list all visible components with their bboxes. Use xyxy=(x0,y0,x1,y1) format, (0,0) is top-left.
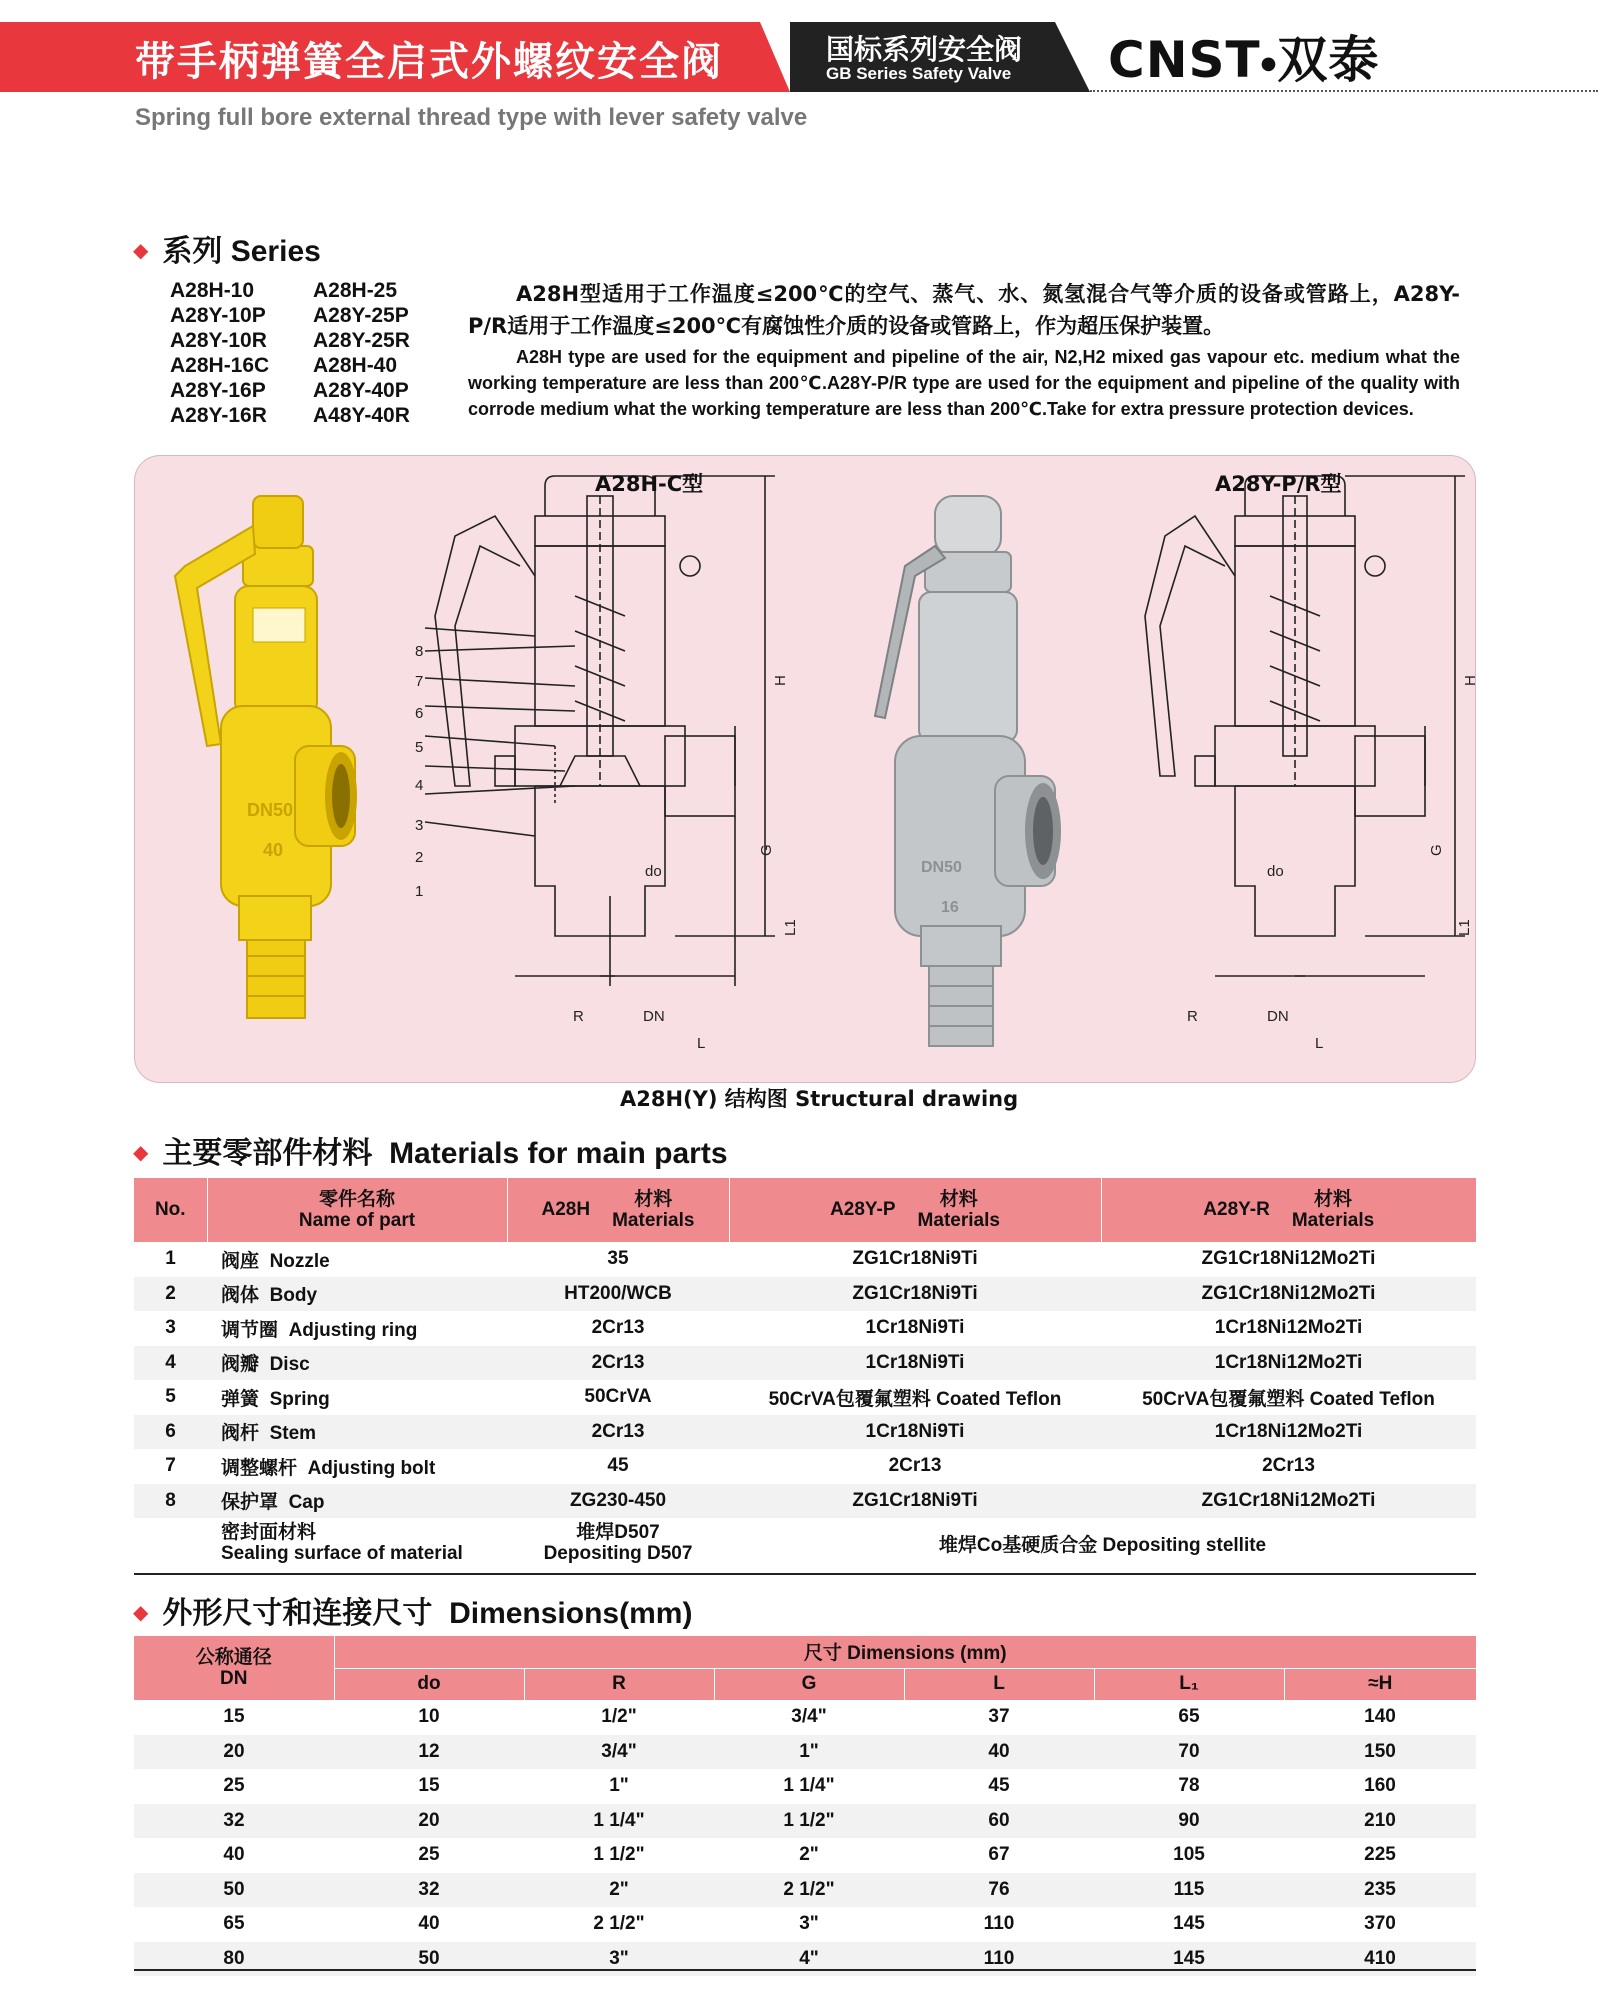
part-number-2: 2 xyxy=(415,849,424,866)
table-row: 8 保护罩 Cap ZG230-450 ZG1Cr18Ni9Ti ZG1Cr18Ni12Mo2Ti xyxy=(134,1484,1476,1519)
dim-label-h: H xyxy=(1462,675,1479,686)
dim-label-h: H xyxy=(772,675,789,686)
dim-label-dn: DN xyxy=(643,1008,665,1025)
series-description xyxy=(468,278,1460,422)
part-number-8: 8 xyxy=(415,643,424,660)
part-number-1: 1 xyxy=(415,883,424,900)
series-model: A28Y-10R xyxy=(170,329,267,352)
series-model: A28Y-10P xyxy=(170,304,266,327)
drawing-a28y-pr xyxy=(1145,476,1465,976)
col-group-dimensions: 尺寸 Dimensions (mm) xyxy=(334,1636,1476,1668)
series-description-en: A28H type are used for the equipment and pipeline of the air, N2,H2 mixed gas vapour etc. medium what the working temperature are less than 200℃.A28Y-P/R type are used for the equipment and pipeline of the quality with corrode medium what the working temperature are less than 200℃.Take for extra pressure protection devices. xyxy=(468,347,1460,419)
dim-label-l1: L1 xyxy=(1456,919,1473,936)
col-g: G xyxy=(714,1668,904,1700)
yellow-valve-photo xyxy=(175,496,357,1018)
series-description-zh: A28H型适用于工作温度≤200℃的空气、蒸气、水、氮氢混合气等介质的设备或管路上，A28Y-P/R适用于工作温度≤200℃有腐蚀性介质的设备或管路上，作为超压保护装置。 xyxy=(468,282,1460,338)
col-a28y-r-materials: A28Y-R 材料 Materials xyxy=(1101,1178,1476,1242)
series-model: A28Y-16P xyxy=(170,379,266,402)
drawing-a28h-c-labels xyxy=(415,643,799,1052)
materials-table xyxy=(134,1178,1476,1568)
dimensions-table-bottom-rule xyxy=(134,1969,1476,1971)
figure-caption: A28H(Y) 结构图 Structural drawing xyxy=(620,1087,1019,1111)
diamond-bullet-icon: ◆ xyxy=(133,1602,149,1624)
dim-label-g: G xyxy=(1428,844,1445,856)
series-model: A28Y-25P xyxy=(313,304,409,327)
yellow-body-mark-pn: 40 xyxy=(263,840,284,860)
drawing-a28h-c xyxy=(425,476,775,986)
drawing-a28y-pr-labels xyxy=(1187,675,1479,1052)
dim-label-l1: L1 xyxy=(782,919,799,936)
diamond-bullet-icon: ◆ xyxy=(133,1142,149,1164)
materials-header-row xyxy=(134,1178,1476,1242)
materials-table-bottom-rule xyxy=(134,1573,1476,1575)
table-row: 1 阀座 Nozzle 35 ZG1Cr18Ni9Ti ZG1Cr18Ni12Mo2Ti xyxy=(165,1248,1376,1272)
col-dn: 公称通径 DN xyxy=(134,1636,334,1700)
dim-label-l: L xyxy=(1315,1035,1324,1052)
series-model: A28H-40 xyxy=(313,354,398,377)
dim-label-dn: DN xyxy=(1267,1008,1289,1025)
table-row: 4 阀瓣 Disc 2Cr13 1Cr18Ni9Ti 1Cr18Ni12Mo2Ti xyxy=(134,1346,1476,1381)
part-number-6: 6 xyxy=(415,705,424,722)
series-model-list xyxy=(170,278,456,428)
col-l1: L₁ xyxy=(1094,1668,1284,1700)
dimensions-header-row xyxy=(134,1636,1476,1668)
badge-title-zh: 国标系列安全阀 xyxy=(826,33,1023,66)
table-row: 6 阀杆 Stem 2Cr13 1Cr18Ni9Ti 1Cr18Ni12Mo2Ti xyxy=(134,1415,1476,1450)
dim-label-r: R xyxy=(573,1008,584,1025)
diamond-bullet-icon: ◆ xyxy=(133,240,149,262)
steel-body-mark-pn: 16 xyxy=(941,899,959,916)
dim-label-do: do xyxy=(645,863,662,880)
part-number-5: 5 xyxy=(415,739,424,756)
table-row: 7 调整螺杆 Adjusting bolt 45 2Cr13 2Cr13 xyxy=(165,1455,1315,1479)
table-row: 2 阀体 Body HT200/WCB ZG1Cr18Ni9Ti ZG1Cr18Ni12Mo2Ti xyxy=(134,1277,1476,1312)
brand-name-en: CNST xyxy=(1108,31,1261,89)
dim-label-do: do xyxy=(1267,863,1284,880)
col-a28y-p-materials: A28Y-P 材料 Materials xyxy=(729,1178,1101,1242)
table-row: 3 调节圈 Adjusting ring 2Cr13 1Cr18Ni9Ti 1Cr18Ni12Mo2Ti xyxy=(165,1317,1363,1341)
series-model: A28Y-16R xyxy=(170,404,267,427)
dimensions-table xyxy=(134,1636,1476,1976)
steel-body-mark-dn: DN50 xyxy=(921,859,962,876)
part-number-3: 3 xyxy=(415,817,424,834)
structural-figure-panel xyxy=(134,455,1479,1083)
table-row-sealing: 密封面材料 Sealing surface of material 堆焊D507 Depositing D507 堆焊Co基硬质合金 Depositing stellite xyxy=(221,1522,1267,1564)
figure-label-a28y-pr: A28Y-P/R型 xyxy=(1215,472,1342,496)
dim-label-g: G xyxy=(758,844,775,856)
dimensions-subheader-row xyxy=(134,1668,1476,1700)
table-row: 32 20 1 1/4" 1 1/2" 60 90 210 xyxy=(134,1804,1476,1839)
dim-label-r: R xyxy=(1187,1008,1198,1025)
section-materials-heading: ◆ 主要零部件材料 Materials for main parts xyxy=(133,1137,728,1170)
table-row: 65 40 2 1/2" 3" 110 145 370 xyxy=(223,1913,1396,1935)
dim-label-l: L xyxy=(697,1035,706,1052)
part-number-4: 4 xyxy=(415,777,424,794)
col-no: No. xyxy=(134,1178,207,1242)
page-title: 带手柄弹簧全启式外螺纹安全阀 xyxy=(135,39,723,85)
col-h: ≈H xyxy=(1284,1668,1476,1700)
series-model: A28Y-25R xyxy=(313,329,410,352)
col-do: do xyxy=(334,1668,524,1700)
brand-logo xyxy=(1108,20,1379,92)
badge-title-en: GB Series Safety Valve xyxy=(826,64,1012,83)
table-row: 50 32 2" 2 1/2" 76 115 235 xyxy=(134,1873,1476,1908)
table-row: 40 25 1 1/2" 2" 67 105 225 xyxy=(223,1844,1396,1866)
steel-valve-photo xyxy=(875,496,1061,1046)
structural-drawings xyxy=(135,456,1477,1084)
series-model: A48Y-40R xyxy=(313,404,410,427)
registered-mark-icon: ● xyxy=(1260,53,1278,74)
col-r: R xyxy=(524,1668,714,1700)
table-row: 5 弹簧 Spring 50CrVA 50CrVA包覆氟塑料 Coated Teflon 50CrVA包覆氟塑料 Coated Teflon xyxy=(165,1386,1435,1410)
header-dotted-rule xyxy=(1090,90,1598,92)
brand-name-zh: 双泰 xyxy=(1277,31,1380,89)
col-name-of-part: 零件名称 Name of part xyxy=(207,1178,507,1242)
page-subtitle: Spring full bore external thread type with lever safety valve xyxy=(135,104,808,131)
table-row: 20 12 3/4" 1" 40 70 150 xyxy=(134,1735,1476,1770)
yellow-body-mark-dn: DN50 xyxy=(247,800,294,820)
table-row: 15 10 1/2" 3/4" 37 65 140 xyxy=(223,1706,1396,1728)
series-model: A28Y-40P xyxy=(313,379,409,402)
table-row: 80 50 3" 4" 110 145 410 xyxy=(134,1942,1476,1977)
table-row: 25 15 1" 1 1/4" 45 78 160 xyxy=(223,1775,1396,1797)
section-dimensions-heading: ◆ 外形尺寸和连接尺寸 Dimensions(mm) xyxy=(133,1597,693,1630)
series-model: A28H-10 xyxy=(170,279,255,302)
part-number-7: 7 xyxy=(415,673,424,690)
series-model: A28H-16C xyxy=(170,354,270,377)
section-series-heading: ◆ 系列 Series xyxy=(133,235,321,268)
col-l: L xyxy=(904,1668,1094,1700)
figure-label-a28h-c: A28H-C型 xyxy=(595,472,704,496)
series-model: A28H-25 xyxy=(313,279,398,302)
col-a28h-materials: A28H 材料 Materials xyxy=(507,1178,729,1242)
